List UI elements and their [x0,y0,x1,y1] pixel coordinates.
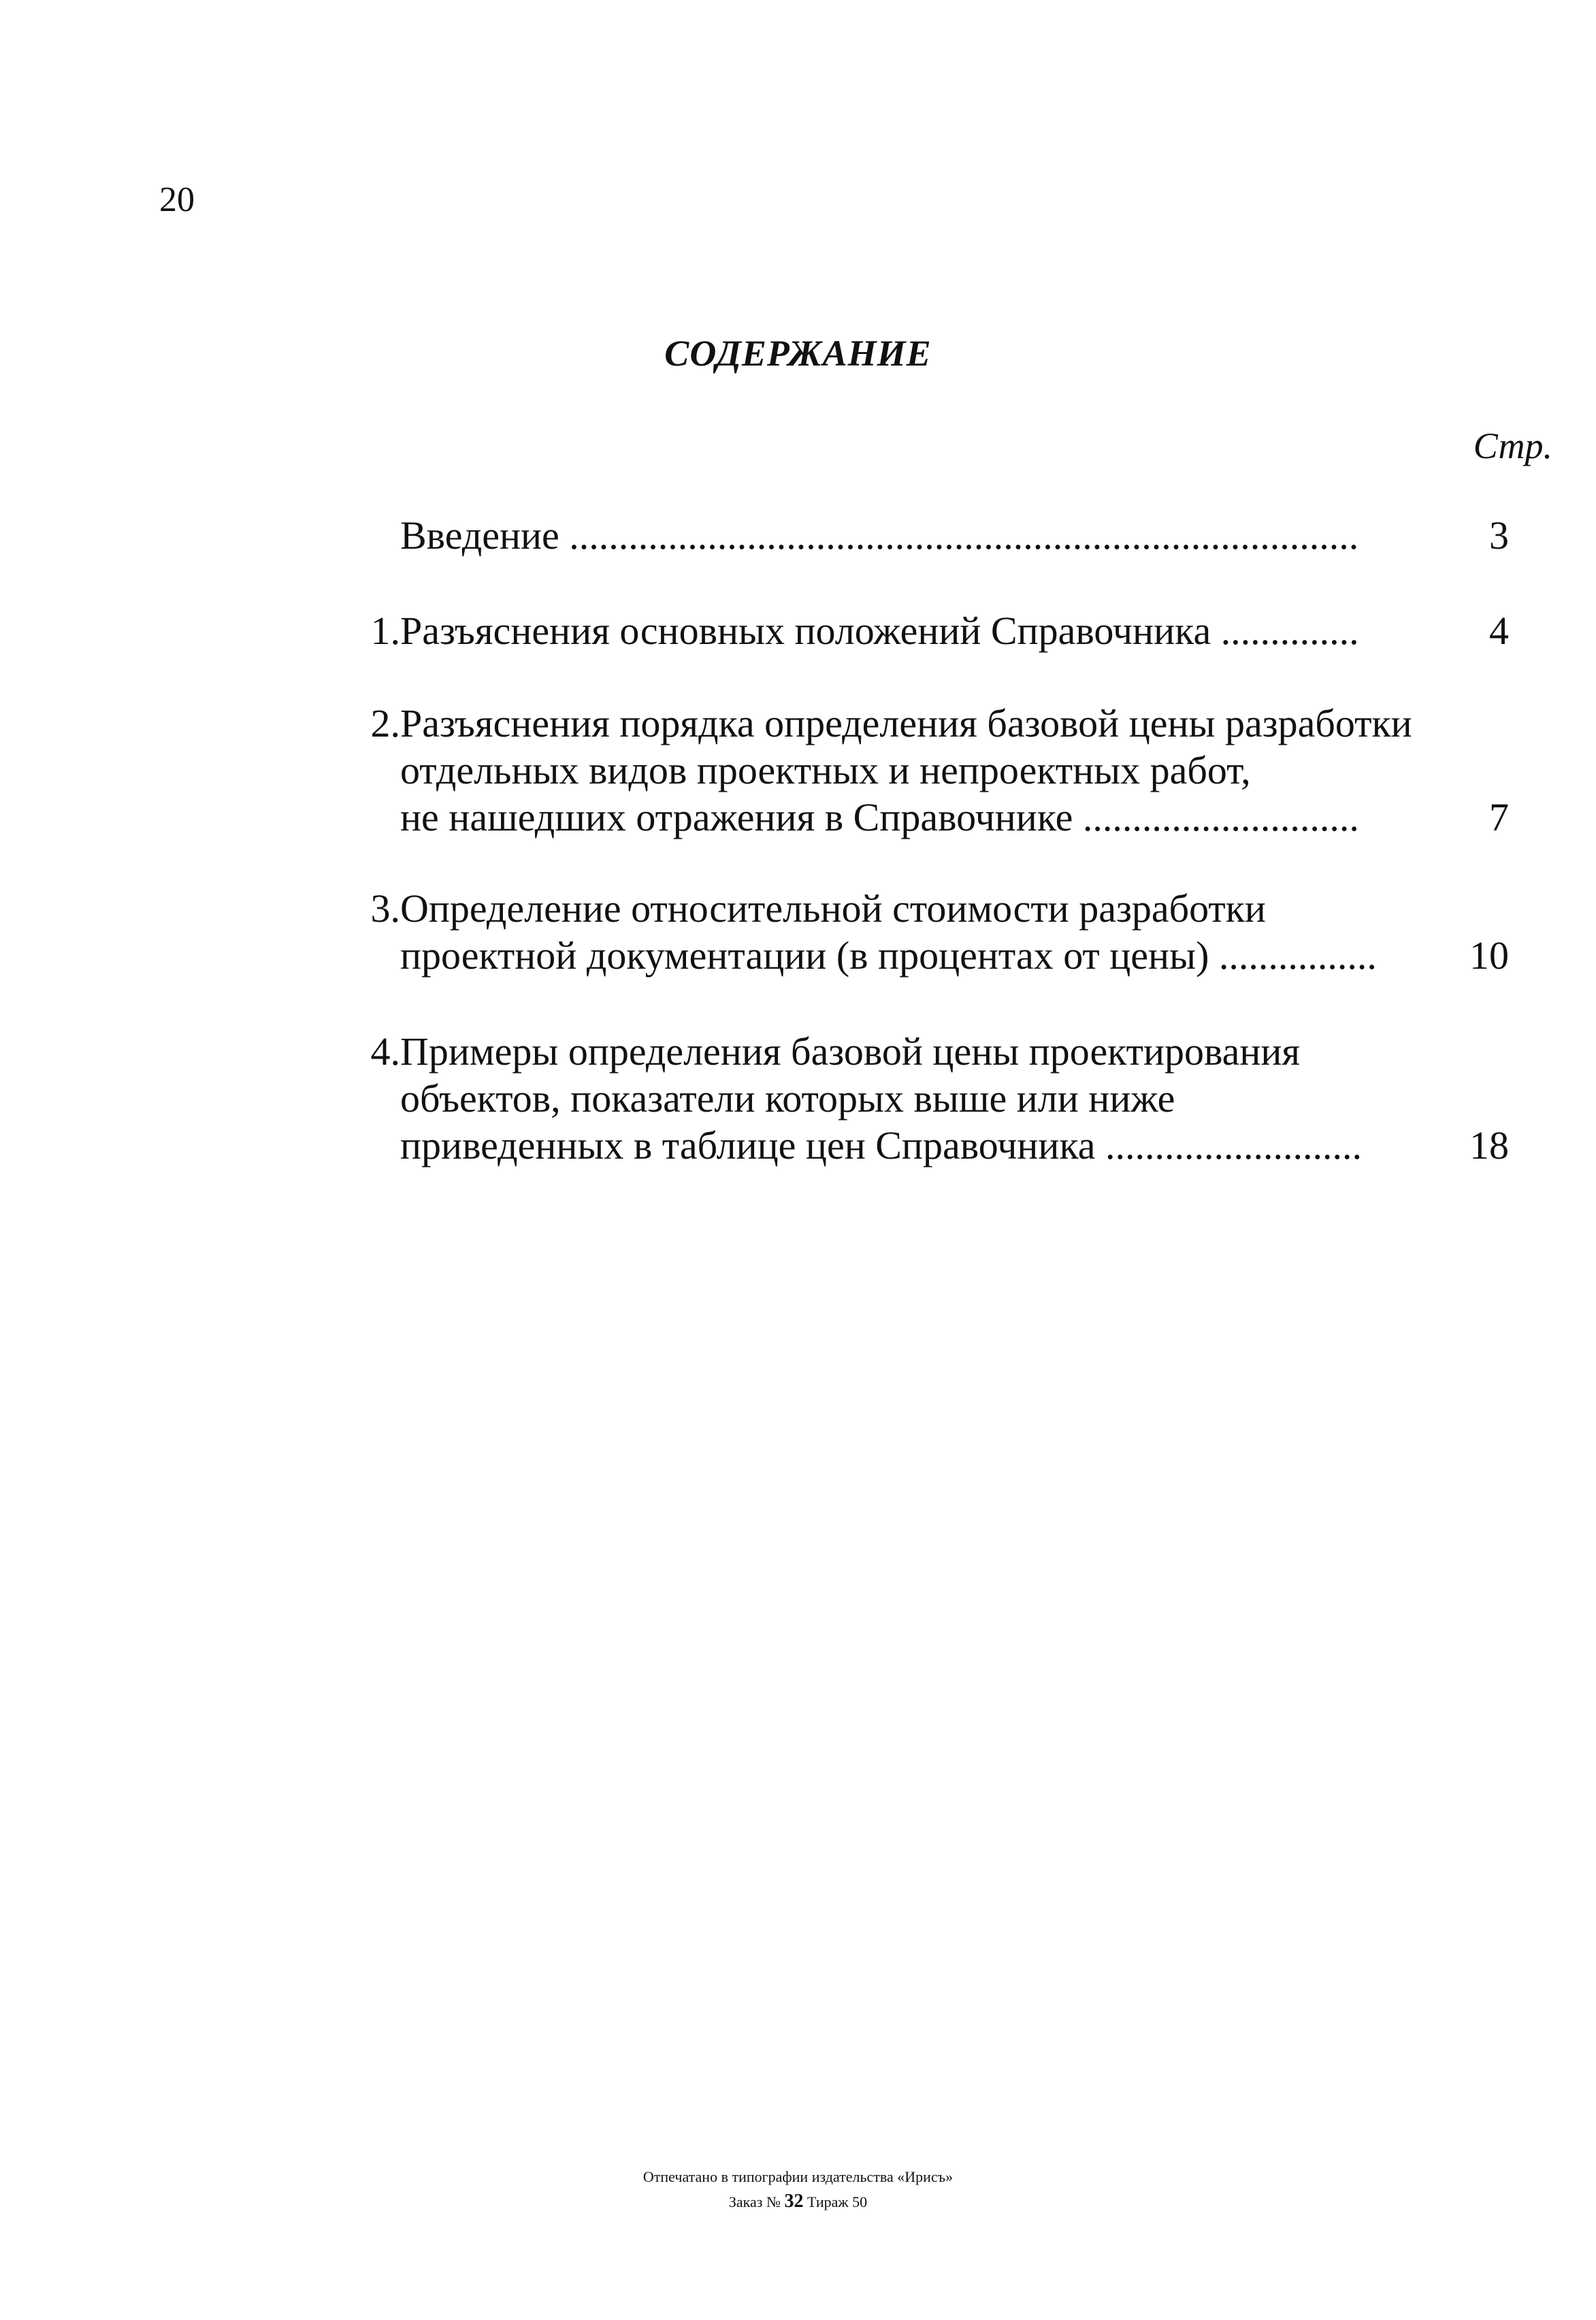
toc-entry-page: 7 [1489,795,1509,839]
toc-entry-line: Введение ................................................................................ [400,513,1359,558]
page-column-header: Стр. [1473,425,1552,466]
toc-entry-number: 1. [370,609,400,653]
toc-entry-line: Примеры определения базовой цены проектирования [400,1029,1301,1074]
toc-entry-text [400,607,1442,654]
imprint-line-1: Отпечатано в типографии издательства «Ирисъ» [642,2168,954,2185]
toc-entry-page: 10 [1469,933,1509,978]
toc-entry-number: 4. [370,1029,400,1074]
toc-entry-line: объектов, показатели которых выше или ниже [400,1076,1175,1121]
toc-entry-number: 2. [370,701,400,745]
toc-entry-4[interactable] [0,1028,1596,1169]
print-run: Тираж 50 [807,2193,868,2210]
toc-entry-3[interactable] [0,885,1596,979]
toc-title: СОДЕРЖАНИЕ [664,333,932,374]
toc-entry-text [400,885,1442,979]
toc-entry-introduction[interactable] [0,512,1596,559]
toc-entry-page: 3 [1489,513,1509,558]
toc-entry-line: приведенных в таблице цен Справочника .......................... [400,1123,1362,1167]
order-number: 32 [784,2191,804,2212]
toc-entry-line: Определение относительной стоимости разработки [400,886,1266,931]
toc-entry-text [400,512,1442,559]
toc-entry-line: Разъяснения порядка определения базовой цены разработки [400,701,1412,745]
toc-entry-line: отдельных видов проектных и непроектных работ, [400,748,1251,792]
toc-entry-line: проектной документации (в процентах от цены) ................ [400,933,1377,978]
toc-entry-text [400,700,1442,841]
order-label: Заказ № [728,2193,781,2210]
toc-entry-1[interactable] [0,607,1596,654]
imprint-line-2 [0,2189,1596,2214]
toc-entry-page: 18 [1469,1123,1509,1167]
toc-entry-number: 3. [370,886,400,931]
toc-entry-line: Разъяснения основных положений Справочника .............. [400,609,1359,653]
toc-entry-2[interactable] [0,700,1596,841]
toc-entry-page: 4 [1489,609,1509,653]
imprint [0,2165,1596,2214]
page-number: 20 [159,180,195,219]
toc-entry-text [400,1028,1442,1169]
toc-entry-line: не нашедших отражения в Справочнике ............................ [400,795,1359,839]
